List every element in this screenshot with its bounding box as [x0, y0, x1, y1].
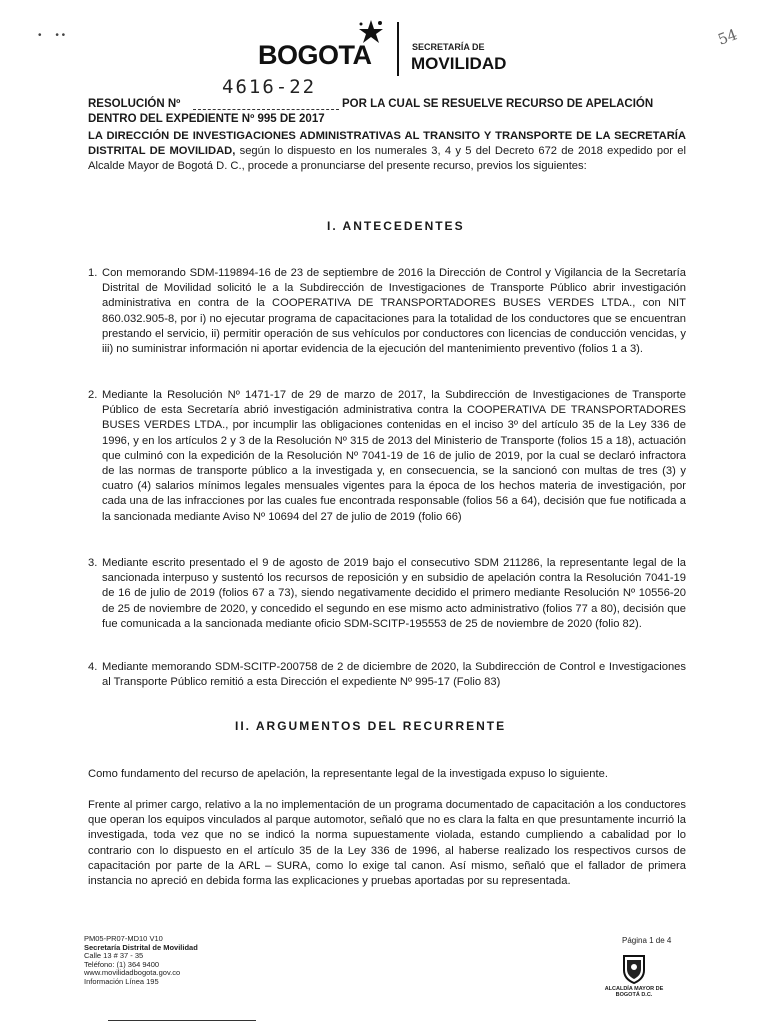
- footer-org: Secretaría Distrital de Movilidad: [84, 942, 198, 952]
- logo-wordmark: BOGOTA: [258, 40, 372, 70]
- item-text: Mediante memorando SDM-SCITP-200758 de 2 de diciembre de 2020, la Subdirección de Control e Investigaciones al Transporte Público remitió a esta Dirección el expediente Nº 995-17 (Folio 83): [102, 661, 686, 689]
- antecedente-item: [88, 556, 686, 632]
- resolution-label: RESOLUCIÓN Nº: [88, 98, 181, 110]
- crest-label: ALCALDÍA MAYOR DE BOGOTÁ D.C.: [604, 986, 664, 998]
- antecedente-item: [88, 660, 686, 690]
- intro-authority: LA DIRECCIÓN DE INVESTIGACIONES ADMINISTRATIVAS AL TRANSITO Y TRANSPORTE DE LA SECRETARÍA DISTRITAL DE MOVILIDAD,: [88, 130, 686, 158]
- resolution-subject: POR LA CUAL SE RESUELVE RECURSO DE APELACIÓN: [342, 98, 654, 110]
- footer-info: Información Línea 195: [84, 976, 159, 986]
- item-number: 2.: [88, 389, 98, 401]
- crest-icon: [617, 952, 651, 986]
- logo-divider: [397, 22, 399, 76]
- bottom-rule: [108, 1020, 256, 1021]
- item-number: 4.: [88, 661, 98, 673]
- section-title-argumentos: II. ARGUMENTOS DEL RECURRENTE: [235, 719, 507, 733]
- footer-phone: Teléfono: (1) 364 9400: [84, 959, 160, 969]
- item-text: Con memorando SDM-119894-16 de 23 de septiembre de 2016 la Dirección de Control y Vigilancia de la Secretaría Distrital de Movilidad solicitó le a la Subdirección de Investigaciones de Transporte Público abrir investigación administrativa en contra de la COOPERATIVA DE TRANSPORTADORES BUSES VERDES LTDA., con NIT 860.032.905-8, por i) no ejecutar programa de capacitaciones para la totalidad de los conductores que se encuentran prestando el servicio, ii) permitir operación de sus vehículos por conductores con licencias de conducción vencidas, y iii) no suministrar información ni aportar evidencia de la ejecución del mantenimiento preventivo (folios 1 a 3).: [102, 267, 686, 356]
- antecedente-item: [88, 266, 686, 357]
- footer-web: www.movilidadbogota.gov.co: [84, 968, 181, 978]
- footer-address: Calle 13 # 37 - 35: [84, 951, 144, 961]
- item-number: 1.: [88, 267, 98, 279]
- intro-text: según lo dispuesto en los numerales 3, 4 y 5 del Decreto 672 de 2018 expedido por el Alcalde Mayor de Bogotá D. C., procede a pronunciarse del presente recurso, previos los siguientes:: [88, 145, 686, 173]
- scan-marks: • • •: [38, 30, 66, 41]
- intro-paragraph: [88, 129, 686, 175]
- resolution-expediente: DENTRO DEL EXPEDIENTE Nº 995 DE 2017: [88, 113, 325, 125]
- antecedente-item: [88, 388, 686, 525]
- item-text: Mediante la Resolución Nº 1471-17 de 29 de marzo de 2017, la Subdirección de Investigaciones de Transporte Público de esta Secretaría abrió investigación administrativa contra la COOPERATIVA DE TRANSPORTADORES BUSES VERDES LTDA., por incumplir las obligaciones contenidas en el inciso 3º del artículo 35 de la Ley 336 de 1996, y en los artículos 2 y 3 de la Resolución Nº 315 de 2013 del Ministerio de Transporte (folios 15 a 18), actuación que culminó con la expedición de la Resolución Nº 7041-19 de 16 de julio de 2019, por la cual se declaró infractora de las normas de transporte público a la investigada y, en consecuencia, se la sancionó con multas de tres (3) y cuatro (4) salarios mínimos legales mensuales vigentes para la época de los hechos materia de investigación, por cada una de las infracciones por las cuales fue encontrada responsable (folios 56 a 64), decisión que fue notificada a la sancionada mediante Aviso Nº 10694 del 27 de julio de 2019 (folio 66): [102, 389, 686, 523]
- argument-paragraph: Como fundamento del recurso de apelación, la representante legal de la investigada expuso lo siguiente.: [88, 768, 608, 780]
- section-title-antecedentes: I. ANTECEDENTES: [327, 219, 465, 233]
- logo-subtitle: SECRETARÍA DE: [412, 42, 485, 52]
- logo-title: MOVILIDAD: [411, 54, 507, 73]
- page-number: Página 1 de 4: [622, 936, 672, 945]
- item-text: Mediante escrito presentado el 9 de agosto de 2019 bajo el consecutivo SDM 211286, la representante legal de la sancionada interpuso y sustentó los recursos de reposición y en subsidio de apelación contra la Resolución 7041-19 de 16 de julio de 2019 (folios 67 a 73), siendo negativamente decidido el primero mediante Resolución Nº 10556-20 de 25 de noviembre de 2020, y concedido el segundo en ese mismo acto administrativo (folios 77 a 80), decisión que fue comunicada a la sancionada mediante oficio SDM-SCITP-195553 de 25 de noviembre de 2020 (folio 82).: [102, 557, 686, 630]
- handwritten-folio-mark: 54: [715, 25, 740, 49]
- resolution-number-handwritten: 4616-22: [222, 76, 317, 98]
- resolution-number-line: [193, 109, 339, 110]
- item-number: 3.: [88, 557, 98, 569]
- footer-contact: [84, 935, 198, 987]
- footer-code: PM05-PR07-MD10 V10: [84, 934, 163, 943]
- argument-paragraph: Frente al primer cargo, relativo a la no implementación de un programa documentado de capacitación a los conductores que operan los equipos vinculados al parque automotor, señaló que no es clara la falta en que presuntamente incurrió la investigada, toda vez que no se indicó la norma supuestamente violada, estando cumpliendo a cabalidad por lo contrario con lo dispuesto en el artículo 35 de la Ley 336 de 1996, al haberse realizado los respectivos cursos de capacitación por parte de la ARL – SURA, como lo exige tal canon. Así mismo, señaló que el fallador de primera instancia no apreció en debida forma las explicaciones y pruebas aportadas por su representada.: [88, 799, 686, 888]
